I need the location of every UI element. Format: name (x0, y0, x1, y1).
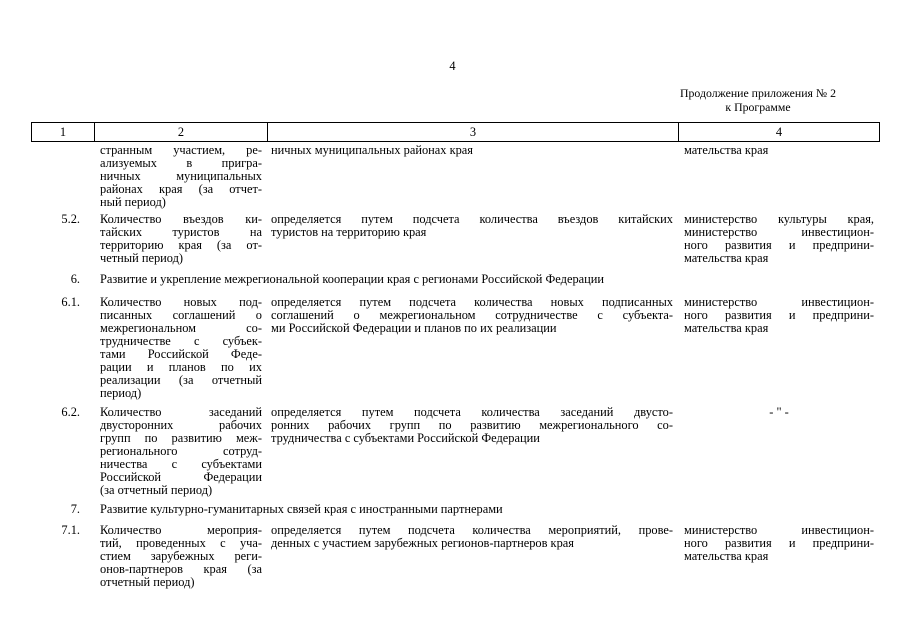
row-6-1-responsible (684, 296, 874, 335)
text-line: тами Российской Феде- (100, 347, 262, 361)
text-line: определяется путем подсчета количества мероприятий, прове- (271, 523, 673, 537)
text-line: двусторонних рабочих (100, 418, 262, 432)
row-cont-responsible (684, 144, 874, 157)
header-col-1: 1 (32, 123, 95, 141)
text-line: тий, проведенных с уча- (100, 536, 262, 550)
text-line: рации и планов по их (100, 360, 262, 374)
text-line: тайских туристов на (100, 225, 262, 239)
text-line: мательства края (684, 143, 769, 157)
row-6-2-indicator (100, 406, 262, 497)
ditto-mark: - " - (769, 405, 789, 419)
text-line: Количество новых под- (100, 295, 262, 309)
text-line: писанных соглашений о (100, 308, 262, 322)
text-line: ронних рабочих групп по развитию межрегионального со- (271, 418, 673, 432)
header-col-3: 3 (268, 123, 679, 141)
text-line: министерство культуры края, (684, 212, 874, 226)
section-7-title: Развитие культурно-гуманитарных связей края с иностранными партнерами (100, 502, 503, 516)
row-cont-indicator (100, 144, 262, 209)
text-line: онов-партнеров края (за (100, 562, 262, 576)
row-5-2-number: 5.2. (61, 212, 80, 226)
text-line: межрегиональном со- (100, 321, 262, 335)
row-6-2-responsible (684, 406, 874, 419)
text-line: стием зарубежных реги- (100, 549, 262, 563)
page-number: 4 (449, 59, 456, 73)
text-line: ного развития и предприни- (684, 536, 874, 550)
row-cont-method (271, 144, 673, 157)
text-line: министерство инвестицион- (684, 295, 874, 309)
text-line: четный период) (100, 251, 184, 265)
text-line: Количество мероприя- (100, 523, 262, 537)
text-line: трудничества с субъектами Российской Федерации (271, 431, 540, 445)
row-7-1-responsible (684, 524, 874, 563)
text-line: определяется путем подсчета количества въездов китайских (271, 212, 673, 226)
text-line: мательства края (684, 549, 769, 563)
text-line: министерство инвестицион- (684, 225, 874, 239)
row-6-1-method (271, 296, 673, 335)
text-line: ничества с субъектами (100, 457, 262, 471)
header-col-2: 2 (95, 123, 268, 141)
text-line: мательства края (684, 321, 769, 335)
continuation-note (648, 86, 868, 114)
text-line: отчетный период) (100, 575, 195, 589)
text-line: Количество заседаний (100, 405, 262, 419)
text-line: территорию края (за от- (100, 238, 262, 252)
section-7-number: 7. (70, 502, 80, 516)
text-line: определяется путем подсчета количества новых подписанных (271, 295, 673, 309)
text-line: туристов на территорию края (271, 225, 427, 239)
text-line: ализуемых в пригра- (100, 156, 262, 170)
header-col-4: 4 (775, 125, 783, 139)
row-7-1-number: 7.1. (61, 523, 80, 537)
row-5-2-responsible (684, 213, 874, 265)
row-7-1-method (271, 524, 673, 550)
table-header-row (31, 122, 880, 142)
text-line: определяется путем подсчета количества заседаний двусто- (271, 405, 673, 419)
row-5-2-indicator (100, 213, 262, 265)
text-line: соглашений о межрегиональном сотрудничестве с субъекта- (271, 308, 673, 322)
row-6-1-indicator (100, 296, 262, 400)
row-5-2-method (271, 213, 673, 239)
text-line: Российской Федерации (100, 470, 262, 484)
text-line: районах края (за отчет- (100, 182, 262, 196)
text-line: период) (100, 386, 142, 400)
row-6-1-number: 6.1. (61, 295, 80, 309)
text-line: ми Российской Федерации и планов по их реализации (271, 321, 557, 335)
text-line: групп по развитию меж- (100, 431, 262, 445)
row-7-1-indicator (100, 524, 262, 589)
continuation-line-2: к Программе (725, 100, 791, 114)
text-line: ничных муниципальных районах края (271, 143, 473, 157)
row-6-2-number: 6.2. (61, 405, 80, 419)
text-line: ного развития и предприни- (684, 238, 874, 252)
text-line: ничных муниципальных (100, 169, 262, 183)
text-line: мательства края (684, 251, 769, 265)
text-line: регионального сотруд- (100, 444, 262, 458)
text-line: трудничестве с субъек- (100, 334, 262, 348)
continuation-line-1: Продолжение приложения № 2 (679, 86, 836, 100)
row-6-2-method (271, 406, 673, 445)
text-line: ного развития и предприни- (684, 308, 874, 322)
section-6-number: 6. (70, 272, 80, 286)
text-line: реализации (за отчетный (100, 373, 262, 387)
text-line: странным участием, ре- (100, 143, 262, 157)
text-line: (за отчетный период) (100, 483, 213, 497)
text-line: денных с участием зарубежных регионов-партнеров края (271, 536, 574, 550)
section-6-title: Развитие и укрепление межрегиональной кооперации края с регионами Российской Федерации (100, 272, 605, 286)
text-line: ный период) (100, 195, 166, 209)
text-line: Количество въездов ки- (100, 212, 262, 226)
text-line: министерство инвестицион- (684, 523, 874, 537)
